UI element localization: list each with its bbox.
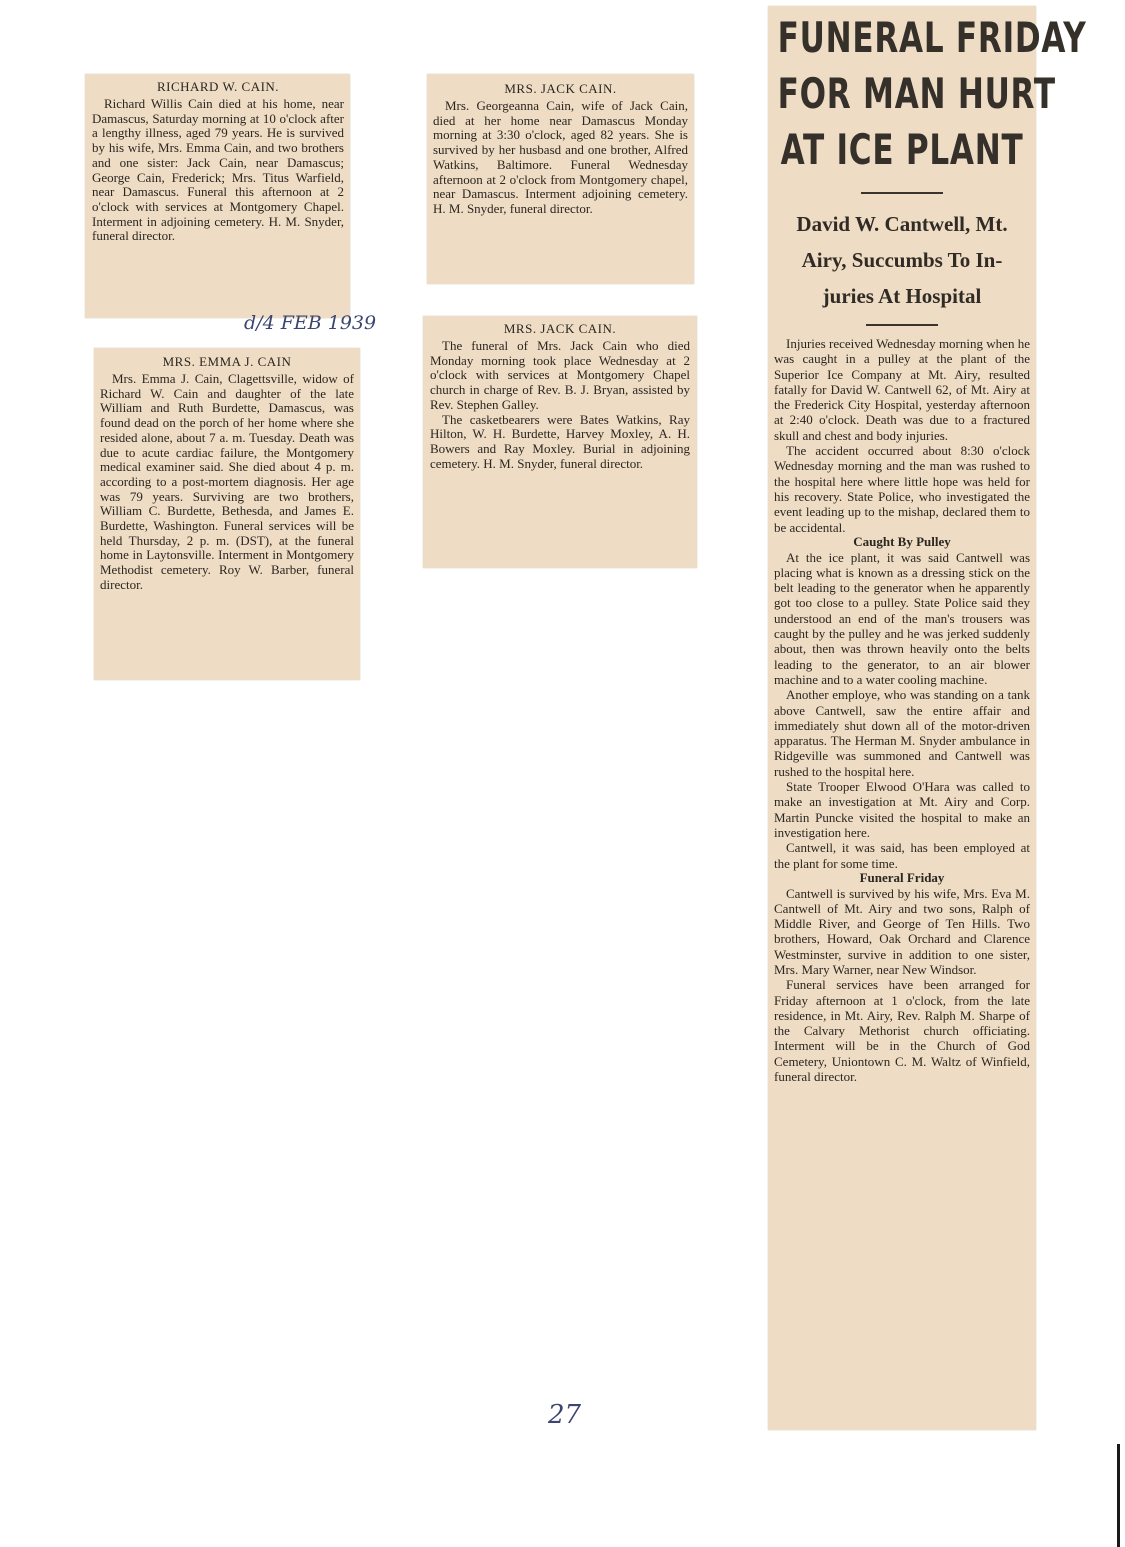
article-paragraph: Funeral services have been arranged for Friday afternoon at 1 o'clock, from the late residence, in Mt. Airy, Rev. Ralph M. Sharpe of the Calvary Methorist church officiating. Interment will be in the Church of God Cemetery, Uniontown C. M. Waltz of Winfield, funeral director. — [774, 977, 1030, 1085]
article-subhead: Caught By Pulley — [853, 533, 951, 549]
article-paragraph: State Trooper Elwood O'Hara was called to make an investigation at Mt. Airy and Corp. Martin Puncke visited the hospital to make an investigation here. — [774, 779, 1030, 840]
clipping-paragraph: Mrs. Emma J. Cain, Clagettsville, widow of Richard W. Cain and daughter of the late William and Ruth Burdette, Damascus, was found dead on the porch of her home where she resided alone, about 7 a. m. Tuesday. Death was due to acute cardiac failure, the Montgomery medical examiner said. She died about 4 p. m. according to a post-mortem diagnosis. Her age was 79 years. Surviving are two brothers, William C. Burdette, Bethesda, and James E. Burdette, Washington. Funeral services will be held Thursday, 2 p. m. (DST), at the funeral home in Laytonsville. Interment in Montgomery Methodist cemetery. Roy W. Barber, funeral director. — [100, 371, 354, 592]
article-subhead: Funeral Friday — [859, 869, 945, 885]
handwritten-page-number: 27 — [548, 1400, 582, 1430]
clipping-heading: MRS. JACK CAIN. — [503, 321, 617, 336]
article-paragraph: At the ice plant, it was said Cantwell was placing what is known as a dressing stick on the belt leading to the generator when he apparently got too close to a pulley. State Police said they understood an end of the man's trousers was caught by the pulley and he was jerked suddenly about, then was thrown heavily onto the belts leading to the generator, to an air blower machine and to a water cooling machine. — [774, 549, 1030, 687]
clipping-paragraph: The funeral of Mrs. Jack Cain who died Monday morning took place Wednesday at 2 o'clock with services at Montgomery Chapel church in charge of Rev. B. J. Bryan, assisted by Rev. Stephen Galley. — [430, 338, 690, 412]
news-clipping-cantwell — [768, 6, 1087, 1430]
article-paragraph: Cantwell is survived by his wife, Mrs. Eva M. Cantwell of Mt. Airy and two sons, Ralph of Middle River, and George of Ten Hills. Two brothers, Howard, Oak Orchard and Clarence Westminster, survive in addition to one sister, Mrs. Mary Warner, near New Windsor. — [774, 885, 1030, 977]
clipping-heading: RICHARD W. CAIN. — [156, 79, 280, 94]
clipping-heading: MRS. JACK CAIN. — [504, 81, 617, 96]
article-paragraph: Cantwell, it was said, has been employed at the plant for some time. — [774, 840, 1030, 871]
clipping-paragraph: Richard Willis Cain died at his home, near Damascus, Saturday morning at 10 o'clock after a lengthy illness, aged 79 years. He is survived by his wife, Mrs. Emma Cain, and two brothers and one sister: Jack Cain, near Damascus; George Cain, Frederick; Mrs. Titus Warfield, near Damascus. Funeral this afternoon at 2 o'clock with services at Montgomery Chapel. Interment in adjoining cemetery. H. M. Snyder, funeral director. — [92, 96, 344, 244]
obituary-clipping-richard-cain — [85, 74, 350, 318]
headline-line: FOR MAN HURT — [777, 69, 1056, 118]
deck-line: juries At Hospital — [822, 284, 982, 308]
article-paragraph: Another employe, who was standing on a tank above Cantwell, saw the entire affair and immediately shut down all of the motor-driven apparatus. The Herman M. Snyder ambulance in Ridgeville was summoned and Cantwell was rushed to the hospital here. — [774, 687, 1030, 779]
headline-line: FUNERAL FRIDAY — [777, 13, 1087, 62]
headline-line: AT ICE PLANT — [780, 125, 1024, 174]
clipping-paragraph: Mrs. Georgeanna Cain, wife of Jack Cain, died at her home near Damascus Monday morning at 3:30 o'clock, aged 82 years. She is survived by her husbasd and one brother, Alfred Watkins, Baltimore. Funeral Wednesday afternoon at 2 o'clock from Montgomery chapel, near Damascus. Interment adjoining cemetery. H. M. Snyder, funeral director. — [433, 98, 688, 216]
funeral-clipping-jack-cain — [423, 316, 697, 568]
obituary-clipping-jack-cain — [427, 74, 694, 284]
article-paragraph: Injuries received Wednesday morning when he was caught in a pulley at the plant of the Superior Ice Company at Mt. Airy, resulted fatally for David W. Cantwell 62, of Mt. Airy at the Frederick City Hospital, yesterday afternoon at 2:40 o'clock. Death was due to a fractured skull and chest and body injuries. — [774, 336, 1030, 443]
clipping-paragraph: The casketbearers were Bates Watkins, Ray Hilton, W. H. Burdette, Harvey Moxley, A. H. Bowers and Ray Moxley. Burial in adjoining cemetery. H. M. Snyder, funeral director. — [430, 411, 690, 471]
clipping-heading: MRS. EMMA J. CAIN — [162, 354, 292, 369]
deck-line: David W. Cantwell, Mt. — [796, 212, 1008, 236]
divider-rule — [866, 324, 938, 326]
obituary-clipping-emma-cain — [94, 348, 360, 680]
divider-rule — [861, 192, 943, 194]
deck-line: Airy, Succumbs To In- — [801, 248, 1003, 272]
handwritten-date-note: d/4 FEB 1939 — [244, 312, 377, 334]
article-paragraph: The accident occurred about 8:30 o'clock Wednesday morning and the man was rushed to the hospital here where little hope was held for his recovery. State Police, who investigated the event leading up to the mishap, declared them to be accidental. — [774, 443, 1030, 535]
scan-edge-line — [1117, 1444, 1120, 1547]
